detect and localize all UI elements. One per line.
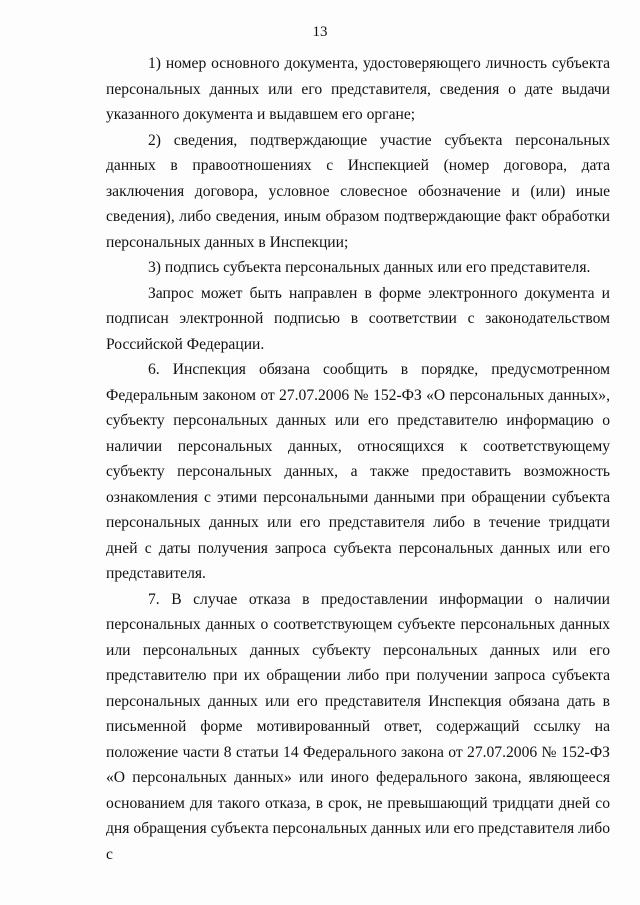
paragraph-item-3: 3) подпись субъекта персональных данных или его представителя. xyxy=(148,259,591,276)
paragraph-item-1: 1) номер основного документа, удостоверяющего личность субъекта персональных данных или его представителя, сведения о дате выдачи указанного документа и выдавшем его органе; xyxy=(106,55,610,123)
paragraph-clause-7: 7. В случае отказа в предоставлении информации о наличии персональных данных о соответствующем субъекте персональных данных или персональных данных субъекту персональных данных или его представителю при их обращении либо при получении запроса субъекта персональных данных или его представителя Инспекция обязана дать в письменной форме мотивированный ответ, содержащий ссылку на положение части 8 статьи 14 Федерального закона от 27.07.2006 № 152-ФЗ «О персональных данных» или иного федерального закона, являющееся основанием для такого отказа, в срок, не превышающий тридцати дней со дня обращения субъекта персональных данных или его представителя либо с xyxy=(106,590,610,863)
document-body xyxy=(106,51,610,867)
page-number: 13 xyxy=(312,24,328,40)
paragraph-item-2: 2) сведения, подтверждающие участие субъекта персональных данных в правоотношениях с Инспекцией (номер договора, дата заключения договора, условное словесное обозначение и (или) иные сведения), либо сведения, иным образом подтверждающие факт обработки персональных данных в Инспекции; xyxy=(106,131,610,251)
paragraph-electronic-request: Запрос может быть направлен в форме электронного документа и подписан электронной подписью в соответствии с законодательством Российской Федерации. xyxy=(106,284,610,353)
paragraph-clause-6: 6. Инспекция обязана сообщить в порядке, предусмотренном Федеральным законом от 27.07.2006 № 152-ФЗ «О персональных данных», субъекту персональных данных или его представителю информацию о наличии персональных данных, относящихся к соответствующему субъекту персональных данных, а также предоставить возможность ознакомления с этими персональными данными при обращении субъекта персональных данных или его представителя либо в течение тридцати дней с даты получения запроса субъекта персональных данных или его представителя. xyxy=(106,361,610,582)
